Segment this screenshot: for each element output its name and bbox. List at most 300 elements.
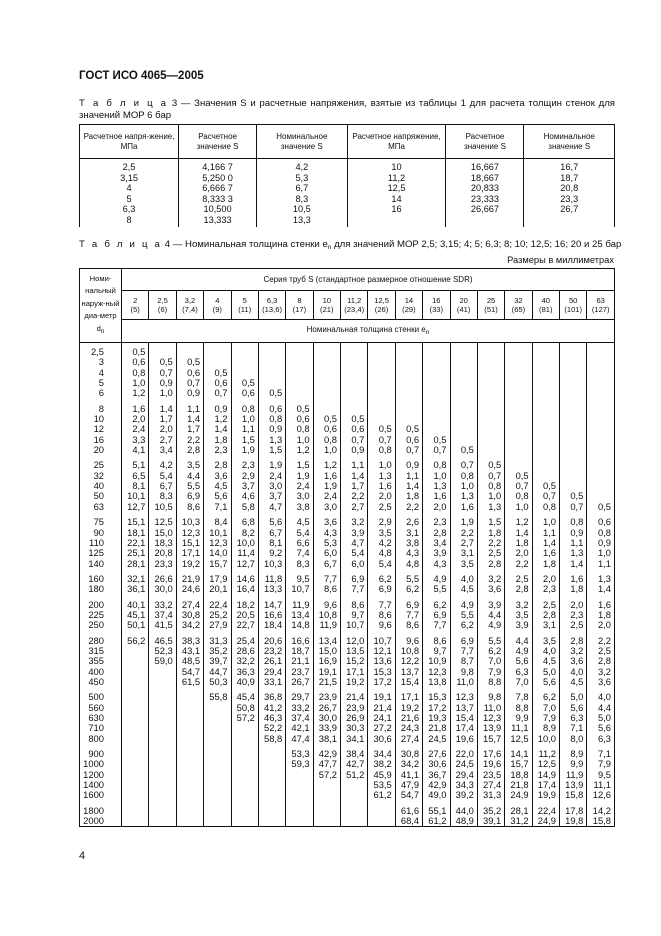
table-cell [286,388,313,398]
table-cell [587,357,615,367]
table-row [80,677,615,687]
series-header [477,291,504,320]
table-cell: 6,8 [231,512,258,527]
table-cell [149,677,176,687]
series-header [368,291,395,320]
table-cell: 7,9 [477,667,504,677]
table-cell: 7,1 [560,723,587,733]
table-cell: 36,3 [231,667,258,677]
table-cell: 1,5 [286,455,313,470]
table-cell [122,801,149,816]
table-cell: 3,2 [560,646,587,656]
table-row [80,734,615,744]
table3-caption-text: — Значения S и расчетные напряжения, взятые из таблицы 1 для расчета толщин стенок для значений MOP 6 бар [79,98,615,121]
table-row [80,569,615,584]
table-cell: 29,4 [258,667,285,677]
table-cell: 3,5 [450,559,477,569]
table-cell: 21,9 [176,569,203,584]
diameter-cell: 5 [80,378,122,388]
table-cell: 3,7 [258,491,285,501]
table-cell: 15,8 [560,790,587,800]
series-header [395,291,422,320]
table-cell: 10,0 [532,734,559,744]
series-sdr: (26) [374,305,389,314]
table-cell: 8,1 [122,481,149,491]
table-cell: 3,6 [477,584,504,594]
series-sdr: (33) [429,305,444,314]
table-cell [560,343,587,358]
table-cell [532,378,559,388]
table-cell: 3,5 [532,631,559,646]
table-cell: 45,1 [122,610,149,620]
table-cell: 23,9 [313,687,340,702]
table-cell [149,816,176,827]
table-cell [560,414,587,424]
diameter-cell: 10 [80,414,122,424]
table-cell: 0,5 [477,455,504,470]
table-cell [505,378,532,388]
table-cell: 23,3 [149,559,176,569]
table-cell: 0,7 [450,455,477,470]
table-cell: 24,6 [176,584,203,594]
table-cell [423,343,450,358]
table-cell: 7,7 [395,610,422,620]
table-cell: 0,6 [204,378,231,388]
table-cell: 1,8 [204,435,231,445]
series-value: 5 [242,296,247,305]
table-cell: 5,4 [149,471,176,481]
table-cell [286,378,313,388]
table-cell: 0,6 [341,424,368,434]
table-cell: 49,0 [423,790,450,800]
table-cell: 15,7 [204,559,231,569]
table-cell: 26,1 [258,656,285,666]
table-cell: 1,4 [341,471,368,481]
table-cell: 26,9 [341,713,368,723]
table-cell: 9,2 [258,548,285,558]
table-cell: 1,1 [341,455,368,470]
table-cell: 0,9 [560,528,587,538]
table-cell: 13,4 [286,610,313,620]
table-cell: 0,5 [450,445,477,455]
table-cell: 13,6 [368,656,395,666]
table-cell: 59,0 [149,656,176,666]
table-cell: 4,9 [423,569,450,584]
series-group-header: Серия труб S (стандартное размерное отношение SDR) [122,269,615,291]
table4-caption [79,239,622,254]
table-cell: 12,3 [423,667,450,677]
table-cell [122,713,149,723]
table-cell: 38,3 [176,631,203,646]
table-cell: 1,0 [450,481,477,491]
table-cell [532,399,559,414]
table-cell: 46,5 [149,631,176,646]
table-cell [313,368,340,378]
table-cell: 47,9 [395,780,422,790]
table-cell: 3,1 [532,620,559,630]
series-sdr: (51) [484,305,498,314]
table-cell [341,368,368,378]
table4-caption-tail: для значений MOP 2,5; 3,15; 4; 5; 6,3; 8; 10; 12,5; 16; 20 и 25 бар [331,239,622,250]
table-cell: 19,9 [532,790,559,800]
table-cell [258,790,285,800]
table-cell: 61,2 [423,816,450,827]
table-cell: 23,5 [477,770,504,780]
table-cell [341,388,368,398]
table-cell [122,723,149,733]
table-cell [341,780,368,790]
table-cell [258,770,285,780]
table-cell: 4,8 [395,559,422,569]
table-cell [532,435,559,445]
table-cell: 16,6 [258,610,285,620]
table-cell [122,734,149,744]
table-cell: 3,15 [80,173,179,184]
table-cell: 37,4 [149,610,176,620]
table-cell: 27,4 [395,734,422,744]
table-cell: 17,4 [450,723,477,733]
table-cell [560,435,587,445]
table-cell: 24,5 [450,759,477,769]
table-cell: 5,0 [532,667,559,677]
table-cell: 3,3 [122,435,149,445]
table-cell: 8,6 [423,631,450,646]
table-cell: 6,2 [395,584,422,594]
diameter-cell: 1200 [80,770,122,780]
table-cell: 30,8 [176,610,203,620]
table-cell: 19,8 [560,816,587,827]
table-cell: 2,0 [368,491,395,501]
table-cell: 14,2 [587,801,615,816]
series-sdr: (65) [511,305,526,314]
table-row [80,502,615,512]
series-sdr: (17) [292,305,307,314]
table-cell: 13,3 [257,215,347,227]
table-cell: 0,8 [423,455,450,470]
table-cell [258,744,285,759]
table-cell: 1,4 [587,584,615,594]
table3-column-header: Расчетное значение S [446,125,524,159]
table-cell: 3,2 [587,667,615,677]
table-cell [505,445,532,455]
table-cell: 8,8 [477,677,504,687]
table-cell: 11,9 [286,595,313,610]
table-cell: 2,2 [341,491,368,501]
table-cell [258,343,285,358]
series-value: 20 [459,296,468,305]
table-cell [149,734,176,744]
table-cell: 1,4 [204,424,231,434]
table-cell: 25,2 [204,610,231,620]
table-cell: 11,1 [505,723,532,733]
series-sdr: (21) [320,305,334,314]
table-cell [231,759,258,769]
table-cell: 18,3 [149,538,176,548]
table-cell: 14,6 [231,569,258,584]
table-cell: 9,5 [587,770,615,780]
table-cell: 0,6 [176,368,203,378]
thickness-header-text: Номинальная толщина стенки e [306,325,426,334]
table-row [80,455,615,470]
diameter-cell: 560 [80,703,122,713]
table-cell: 45,9 [368,770,395,780]
units-note: Размеры в миллиметрах [507,255,614,265]
diameter-cell: 200 [80,595,122,610]
series-sdr: (127) [591,305,610,314]
series-sdr: (101) [564,305,583,314]
table-cell: 6,6 [286,538,313,548]
table-cell: 20,1 [204,584,231,594]
table-cell: 1,3 [368,471,395,481]
table-cell: 12,5 [505,734,532,744]
table-cell: 13,8 [423,677,450,687]
table-cell: 3,1 [395,528,422,538]
table-cell: 20,8 [149,548,176,558]
table-cell: 1,1 [560,538,587,548]
table-cell: 2,5 [477,548,504,558]
table-cell: 12,7 [122,502,149,512]
table-cell: 25,4 [231,631,258,646]
table-cell: 1,3 [258,435,285,445]
series-sdr: (11) [238,305,252,314]
table-cell: 2,5 [560,620,587,630]
table-cell [395,357,422,367]
table-row [80,744,615,759]
table-cell: 12,0 [341,631,368,646]
table-cell: 16,7 [524,159,615,173]
table-cell: 33,2 [286,703,313,713]
table-cell: 0,5 [560,491,587,501]
table-cell: 6,7 [149,481,176,491]
table-cell: 42,7 [341,759,368,769]
table-cell [313,343,340,358]
table3-caption [79,98,615,122]
table-cell: 58,8 [258,734,285,744]
table-cell: 16,6 [286,631,313,646]
table-cell [176,687,203,702]
table-cell: 5,6 [505,656,532,666]
table-cell [560,357,587,367]
table-cell: 1,9 [450,512,477,527]
table-cell: 18,8 [505,770,532,780]
table-cell: 6,3 [80,204,179,215]
diameter-cell: 800 [80,734,122,744]
table-cell [122,667,149,677]
diameter-cell: 4 [80,368,122,378]
table-cell: 0,7 [368,435,395,445]
table-cell [477,357,504,367]
table-cell: 24,9 [505,790,532,800]
table-cell: 36,7 [423,770,450,780]
table-cell: 36,8 [258,687,285,702]
table-cell [231,816,258,827]
table-cell: 61,5 [176,677,203,687]
table-cell: 35,2 [477,801,504,816]
table-cell: 2,3 [532,584,559,594]
table-cell [587,378,615,388]
table-cell [423,357,450,367]
table-cell [587,481,615,491]
table-cell: 0,8 [450,471,477,481]
table-cell: 5,5 [395,569,422,584]
table-row [80,194,615,205]
table-cell [368,368,395,378]
series-sdr: (6) [157,305,168,314]
table-cell: 4,9 [450,595,477,610]
table-cell: 1,0 [231,414,258,424]
table-cell: 4,0 [587,687,615,702]
table-cell: 6,9 [395,595,422,610]
table-cell: 1,2 [122,388,149,398]
table-cell: 2,2 [505,559,532,569]
table-cell: 24,3 [395,723,422,733]
table-cell [149,770,176,780]
table-cell: 2,0 [560,595,587,610]
table-cell [122,703,149,713]
table-cell: 5,5 [176,481,203,491]
series-value: 2 [133,296,138,305]
table-row [80,183,615,194]
table-cell: 26,7 [524,204,615,215]
table-cell: 46,3 [258,713,285,723]
table-cell: 30,6 [423,759,450,769]
table-cell: 1,8 [560,584,587,594]
table-cell: 10,7 [368,631,395,646]
table-cell: 4,6 [231,491,258,501]
diameter-cell: 250 [80,620,122,630]
table-cell: 3,7 [231,481,258,491]
table-cell [341,343,368,358]
table-cell: 30,0 [313,713,340,723]
table-cell [176,816,203,827]
table-cell: 5,6 [560,703,587,713]
table-cell [204,801,231,816]
table-cell: 22,1 [122,538,149,548]
table-cell [258,368,285,378]
table-cell [368,399,395,414]
table-cell: 10,500 [179,204,257,215]
table-cell [176,343,203,358]
table-cell: 0,7 [204,388,231,398]
diameter-cell: 90 [80,528,122,538]
table-cell: 0,9 [587,538,615,548]
diameter-cell: 710 [80,723,122,733]
table-cell: 6,2 [532,687,559,702]
table-cell: 0,6 [395,435,422,445]
table-cell: 15,1 [176,538,203,548]
table-cell [505,435,532,445]
table-cell [560,471,587,481]
table-cell [505,414,532,424]
table-cell: 18,667 [446,173,524,184]
table-cell: 57,2 [231,713,258,723]
table-cell: 38,4 [341,744,368,759]
diameter-cell: 400 [80,667,122,677]
table-cell [560,455,587,470]
table-cell: 15,4 [450,713,477,723]
table-cell: 1,4 [560,559,587,569]
series-header [560,291,587,320]
table-cell: 2,4 [122,424,149,434]
table-cell [149,343,176,358]
table-cell: 1,0 [477,491,504,501]
table-cell: 6,9 [423,610,450,620]
table-cell: 6,9 [368,584,395,594]
table-cell [149,667,176,677]
table-cell [477,445,504,455]
table-cell [231,723,258,733]
table-cell: 1,8 [477,528,504,538]
diameter-cell: 50 [80,491,122,501]
table-cell: 1,2 [313,455,340,470]
table-cell: 42,9 [313,744,340,759]
table-cell: 8 [80,215,179,227]
table-cell: 0,5 [341,414,368,424]
diameter-cell: 140 [80,559,122,569]
table-cell: 4,5 [450,584,477,594]
table-cell: 0,5 [286,399,313,414]
table-cell: 2,3 [204,445,231,455]
table-cell: 27,4 [477,780,504,790]
table-cell: 0,9 [176,388,203,398]
table-cell: 15,8 [587,816,615,827]
table-cell [505,399,532,414]
table-cell: 2,5 [80,159,179,173]
diameter-cell: 280 [80,631,122,646]
table-cell: 2,8 [532,610,559,620]
table-cell: 4,0 [560,667,587,677]
table-cell: 1,6 [560,569,587,584]
table-cell: 22,0 [450,744,477,759]
table-cell: 34,3 [450,780,477,790]
table-cell: 23,2 [258,646,285,656]
table-cell [149,759,176,769]
series-sdr: (9) [212,305,222,314]
table-cell: 1,1 [532,528,559,538]
table-cell: 2,0 [122,414,149,424]
table-cell: 30,6 [368,734,395,744]
table-cell [122,677,149,687]
series-value: 32 [514,296,523,305]
table-cell [423,414,450,424]
table-cell: 28,1 [122,559,149,569]
table-cell: 11,8 [258,569,285,584]
table-cell [532,357,559,367]
table-cell: 0,7 [477,471,504,481]
table-cell: 3,0 [313,502,340,512]
table-cell: 2,3 [560,610,587,620]
table-cell: 8,9 [560,744,587,759]
table-cell: 33,1 [258,677,285,687]
table-cell: 2,5 [532,595,559,610]
table-row [80,620,615,630]
table-cell: 17,2 [423,703,450,713]
diameter-cell: 315 [80,646,122,656]
table-cell: 13,9 [560,780,587,790]
table-cell: 12,2 [395,656,422,666]
diameter-cell: 160 [80,569,122,584]
table-cell [587,455,615,470]
table-cell [532,445,559,455]
table-cell [204,734,231,744]
table-cell [313,816,340,827]
table-cell: 30,0 [149,584,176,594]
table-cell: 1,2 [505,512,532,527]
table-cell: 10,7 [341,620,368,630]
table-cell: 4,166 7 [179,159,257,173]
table-cell: 0,7 [505,481,532,491]
table-cell: 14,0 [204,548,231,558]
